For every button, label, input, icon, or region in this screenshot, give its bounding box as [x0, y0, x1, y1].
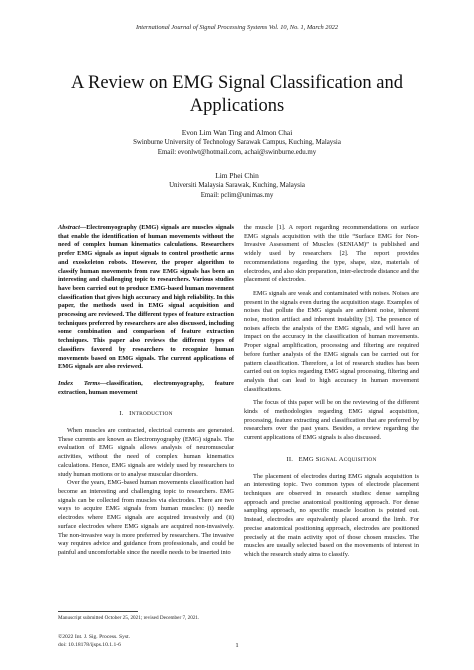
section-title-part: EMG S [298, 455, 320, 463]
author-email-2: Email: pclim@unimas.my [200, 192, 274, 200]
section-number: II. [286, 455, 294, 463]
index-terms-label: Index Terms [58, 379, 100, 387]
author-email-1: Email: evonlwt@hotmail.com, achai@swinburne.edu.my [157, 149, 317, 157]
page-number: 1 [235, 642, 239, 649]
body-paragraph: When muscles are contracted, electrical currents are generated. These currents are known as Electromyography (EMG) signals. The evaluation of EMG signals allows analysis of neuromuscular activities, without the need of complex human kinematics calculations. Hence, EMG signals are widely used by researchers to study human motions or to analyse muscular disorders. [58, 427, 234, 478]
author-affiliation-1: Swinburne University of Technology Sarawak Campus, Kuching, Malaysia [133, 139, 341, 147]
section-title-rest: NTRODUCTION [131, 411, 173, 418]
author-block-1 [0, 128, 474, 159]
author-names-2: Lim Phei Chin [215, 171, 259, 180]
index-terms [58, 380, 234, 397]
body-paragraph: EMG signals are weak and contaminated with noises. Noises are present in the signals even during the acquisition stage. Examples of noises that pollute the EMG signals are ambient noise, inherent noise, motion artifact and inherent instability [3]. The presence of noises affects the analysis of the EMG signals, and will have an impact on the accuracy in the classification of human movements. Proper signal amplification, processing and filtering are required before further analysis of the EMG signals can be carried out for pattern classification. Therefore, a lot of research studies has been carried out on topics regarding EMG signal processing, filtering and analysis that can lead to high accuracy in human movement classifications. [244, 289, 419, 393]
body-paragraph: The placement of electrodes during EMG signals acquisition is an interesting topic. Two common types of electrode placement techniques are observed in research studies: dense sampling approach and precise anatomical positioning approach. For dense sampling approach, no specific muscle location is pointed out. Instead, electrodes are equivalently placed around the limb. For precise anatomical positioning approach, electrodes are positioned precisely at the main activity spot of those chosen muscles. The muscles are usually selected based on the movements of interest in which the research study aims to classify. [244, 472, 419, 558]
body-paragraph: the muscle [1]. A report regarding recommendations on surface EMG signals acquisition with the title “Surface EMG for Non-Invasive Assessment of Muscles (SENIAM)” is published and widely used by researchers [2]. The report provides recommendations regarding the type, shape, size, materials of electrodes, and also skin preparation, inter-electrode distance and the placement of electrodes. [244, 224, 419, 284]
abstract-text: —Electromyography (EMG) signals are muscles signals that enable the identification of human movements without the need of complex human kinematics calculations. Researchers prefer EMG signals as input signals to control prosthetic arms and exoskeleton robots. However, the proper algorithm to classify human movements from raw EMG signals has been an interesting and challenging topic to researchers. Various studies have been carried out to produce EMG-based human movement classification that gives high accuracy and high reliability. In this paper, the methods used in EMG signal acquisition and processing are reviewed. The different types of feature extraction techniques preferred by researchers are also discussed, including some combination and comparison of feature extraction techniques. This paper also reviews the different types of classifiers favored by researchers to recognize human movements based on EMG signals. The current applications of EMG signals are also reviewed. [58, 224, 234, 371]
abstract [58, 224, 234, 372]
section-title-first-letter: I [129, 410, 132, 418]
section-heading-emg-acquisition [244, 456, 419, 465]
abstract-label: Abstract [58, 224, 80, 231]
left-column [58, 224, 234, 558]
section-number: I. [119, 410, 124, 418]
footnote-divider [58, 611, 138, 612]
section-title-part-small: CQUISITION [343, 456, 377, 463]
section-title-part-small: IGNAL [319, 456, 339, 463]
footnote: Manuscript submitted October 25, 2021; revised December 7, 2021. [58, 615, 200, 621]
body-paragraph: The focus of this paper will be on the reviewing of the different kinds of methodologies regarding EMG signal acquisition, processing, feature extracting and classification that are preferred by researchers over the past years. Besides, a review regarding the current applications of EMG signals is also discussed. [244, 399, 419, 442]
author-affiliation-2: Universiti Malaysia Sarawak, Kuching, Malaysia [169, 182, 305, 190]
body-paragraph: Over the years, EMG-based human movements classification had become an interesting and challenging topic to researchers. EMG signals can be collected from muscles via electrodes. There are two ways to acquire EMG signals from human muscles: (i) needle electrodes where EMG signals are acquired invasively and (ii) surface electrodes where EMG signals are acquired non-invasively. The non-invasive way is more preferred by researchers. The invasive way requires advice and guidance from professionals, and could be painful and uncomfortable since the needle needs to be inserted into [58, 479, 234, 556]
doi-line: doi: 10.18178/ijsps.10.1.1-6 [58, 641, 121, 648]
running-head: International Journal of Signal Processing Systems Vol. 10, No. 1, March 2022 [135, 24, 339, 31]
right-column [244, 224, 419, 560]
copyright-line: ©2022 Int. J. Sig. Process. Syst. [58, 634, 131, 640]
section-title-part: A [338, 455, 344, 463]
author-block-2 [0, 171, 474, 202]
section-heading-introduction [58, 410, 234, 419]
index-terms-text: —classification, electromyography, feature extraction, human movement [58, 379, 234, 396]
author-names-1: Evon Lim Wan Ting and Almon Chai [181, 128, 293, 137]
paper-title: A Review on EMG Signal Classification and Applications [71, 73, 403, 116]
